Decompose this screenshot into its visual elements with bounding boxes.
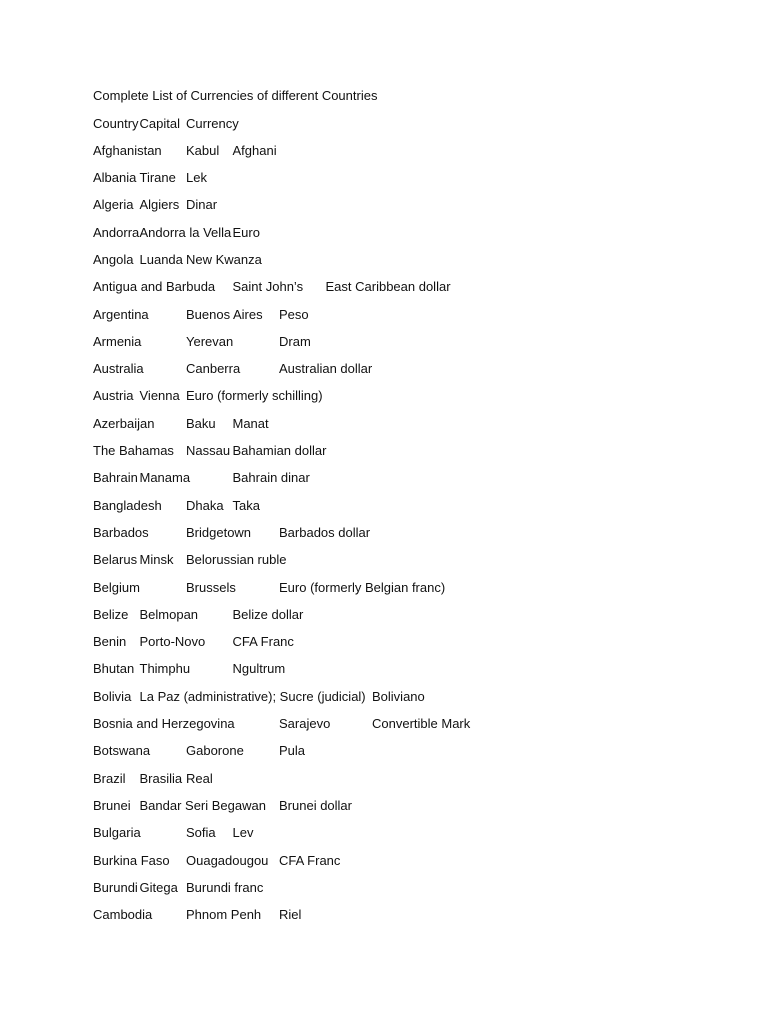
list-item — [93, 170, 733, 197]
list-item — [93, 361, 733, 388]
currency-cell: Belize dollar — [232, 606, 304, 622]
currency-cell: Afghani — [232, 142, 277, 158]
capital-cell: Ouagadougou — [186, 852, 269, 868]
list-item — [93, 689, 733, 716]
capital-cell: Thimphu — [139, 661, 191, 677]
capital-cell: Yerevan — [186, 333, 234, 349]
currency-cell: New Kwanza — [186, 251, 262, 267]
currency-cell: Currency — [186, 115, 239, 131]
currency-cell: Barbados dollar — [279, 524, 371, 540]
capital-cell: Baku — [186, 415, 216, 431]
country-cell: The Bahamas — [93, 443, 174, 459]
country-cell: Armenia — [93, 333, 142, 349]
country-cell: Cambodia — [93, 907, 153, 923]
list-item — [93, 225, 733, 252]
capital-cell: Capital — [139, 115, 180, 131]
list-item — [93, 388, 733, 415]
country-cell: Botswana — [93, 743, 151, 759]
currency-cell: Riel — [279, 907, 302, 923]
country-cell: Antigua and Barbuda — [93, 279, 216, 295]
country-cell: Bolivia — [93, 688, 132, 704]
country-cell: Barbados — [93, 524, 149, 540]
currency-cell: Belorussian ruble — [186, 552, 287, 568]
capital-cell: Manama — [139, 470, 191, 486]
capital-cell: Belmopan — [139, 606, 199, 622]
country-cell: Burkina Faso — [93, 852, 170, 868]
country-cell: Country — [93, 115, 139, 131]
capital-cell: Gaborone — [186, 743, 244, 759]
capital-cell: Algiers — [139, 197, 180, 213]
list-item — [93, 907, 733, 934]
list-item — [93, 661, 733, 688]
country-cell: Albania — [93, 170, 137, 186]
list-item — [93, 634, 733, 661]
list-item — [93, 771, 733, 798]
list-item — [93, 252, 733, 279]
currency-cell: CFA Franc — [232, 634, 294, 650]
capital-cell: Sofia — [186, 825, 216, 841]
capital-cell: Saint John’s — [232, 279, 304, 295]
list-item — [93, 825, 733, 852]
list-item — [93, 416, 733, 443]
country-cell: Bangladesh — [93, 497, 162, 513]
list-item — [93, 607, 733, 634]
capital-cell: Buenos Aires — [186, 306, 263, 322]
country-cell: Angola — [93, 251, 134, 267]
country-cell: Belgium — [93, 579, 140, 595]
currency-cell: Australian dollar — [279, 361, 373, 377]
currency-cell: Boliviano — [372, 688, 425, 704]
list-item — [93, 334, 733, 361]
currency-cell: Bahamian dollar — [232, 443, 327, 459]
currency-cell: Bahrain dinar — [232, 470, 310, 486]
list-item — [93, 307, 733, 334]
capital-cell: Nassau — [186, 443, 231, 459]
country-cell: Argentina — [93, 306, 149, 322]
country-cell: Bhutan — [93, 661, 135, 677]
country-cell: Brazil — [93, 770, 126, 786]
currency-cell: Real — [186, 770, 213, 786]
currency-cell: Pula — [279, 743, 306, 759]
list-item — [93, 743, 733, 770]
capital-cell: Bandar Seri Begawan — [139, 797, 266, 813]
capital-cell: Canberra — [186, 361, 241, 377]
currency-cell: Ngultrum — [232, 661, 286, 677]
country-cell: Azerbaijan — [93, 415, 155, 431]
country-cell: Afghanistan — [93, 142, 162, 158]
list-item — [93, 470, 733, 497]
currency-cell: Dram — [279, 333, 311, 349]
document-title: Complete List of Currencies of different Countries — [93, 88, 378, 103]
capital-cell: Phnom Penh — [186, 907, 262, 923]
currency-cell: Peso — [279, 306, 309, 322]
country-cell: Belize — [93, 606, 129, 622]
capital-cell: Vienna — [139, 388, 180, 404]
list-item — [93, 853, 733, 880]
currency-cell: Convertible Mark — [372, 716, 471, 732]
capital-cell: Gitega — [139, 879, 178, 895]
list-item — [93, 552, 733, 579]
country-cell: Austria — [93, 388, 134, 404]
country-cell: Australia — [93, 361, 144, 377]
capital-cell: Brasilia — [139, 770, 183, 786]
country-cell: Burundi — [93, 879, 138, 895]
currency-cell: Brunei dollar — [279, 797, 352, 813]
currency-cell: CFA Franc — [279, 852, 341, 868]
list-item — [93, 798, 733, 825]
list-item — [93, 498, 733, 525]
capital-cell: Tirane — [139, 170, 176, 186]
currency-cell: Manat — [232, 415, 269, 431]
currency-cell: Lek — [186, 170, 207, 186]
list-item — [93, 443, 733, 470]
list-item — [93, 716, 733, 743]
currency-cell: Euro (formerly schilling) — [186, 388, 323, 404]
list-item — [93, 197, 733, 224]
list-item — [93, 525, 733, 552]
capital-cell: La Paz (administrative); Sucre (judicial) — [139, 688, 366, 704]
capital-cell: Sarajevo — [279, 716, 331, 732]
country-cell: Bosnia and Herzegovina — [93, 716, 235, 732]
list-item — [93, 279, 733, 306]
country-cell: Brunei — [93, 797, 131, 813]
country-cell: Benin — [93, 634, 127, 650]
country-cell: Bahrain — [93, 470, 138, 486]
currency-cell: East Caribbean dollar — [325, 279, 451, 295]
header-row — [93, 116, 733, 143]
capital-cell: Porto-Novo — [139, 634, 206, 650]
country-cell: Algeria — [93, 197, 134, 213]
capital-cell: Brussels — [186, 579, 236, 595]
capital-cell: Minsk — [139, 552, 174, 568]
capital-cell: Bridgetown — [186, 524, 252, 540]
currency-cell: Euro (formerly Belgian franc) — [279, 579, 446, 595]
currency-cell: Dinar — [186, 197, 218, 213]
capital-cell: Dhaka — [186, 497, 224, 513]
country-cell: Andorra — [93, 224, 140, 240]
currency-cell: Burundi franc — [186, 879, 264, 895]
capital-cell: Luanda — [139, 251, 183, 267]
country-cell: Bulgaria — [93, 825, 141, 841]
capital-cell: Kabul — [186, 142, 220, 158]
currency-list — [93, 116, 733, 935]
list-item — [93, 580, 733, 607]
currency-cell: Euro — [232, 224, 260, 240]
country-cell: Belarus — [93, 552, 138, 568]
currency-cell: Taka — [232, 497, 260, 513]
capital-cell: Andorra la Vella — [139, 224, 232, 240]
currency-cell: Lev — [232, 825, 254, 841]
list-item — [93, 143, 733, 170]
list-item — [93, 880, 733, 907]
